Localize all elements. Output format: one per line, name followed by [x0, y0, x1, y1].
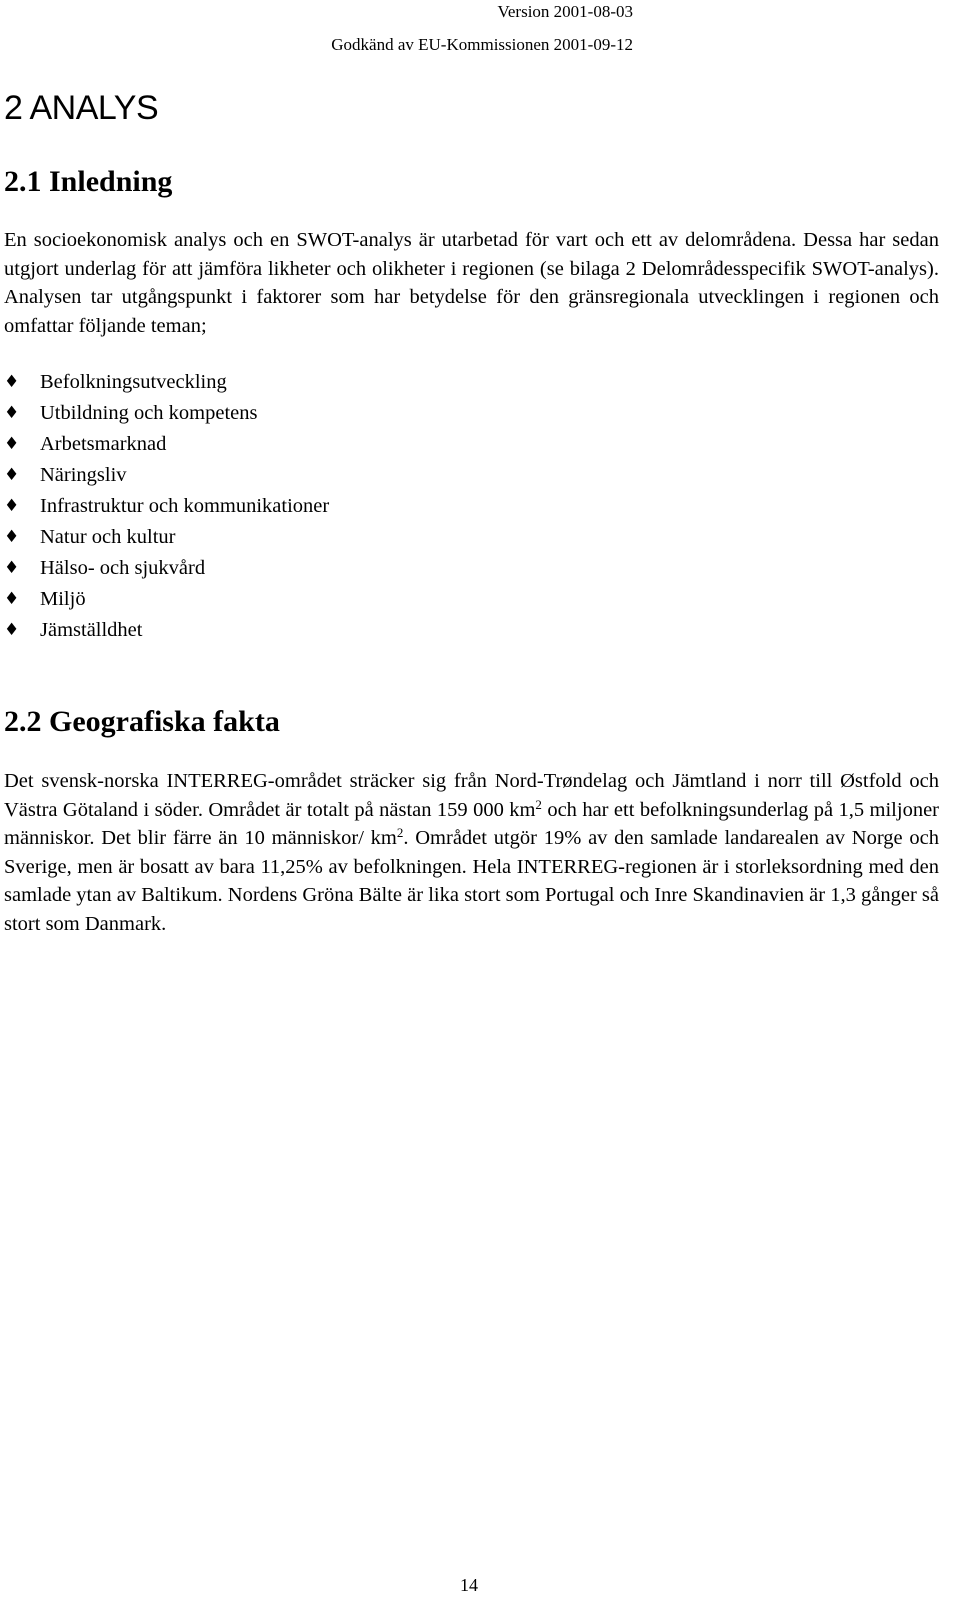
list-item	[4, 584, 329, 615]
diamond-bullet-icon: ♦	[4, 527, 20, 547]
superscript: 2	[535, 796, 542, 812]
topic-label: Utbildning och kompetens	[40, 402, 258, 424]
chapter-title: 2 ANALYS	[4, 89, 159, 127]
topic-label: Befolkningsutveckling	[40, 371, 227, 393]
diamond-bullet-icon: ♦	[4, 558, 20, 578]
diamond-bullet-icon: ♦	[4, 496, 20, 516]
list-item	[4, 615, 329, 646]
section-heading-geografi: 2.2 Geografiska fakta	[4, 705, 280, 738]
intro-paragraph: En socioekonomisk analys och en SWOT-analys är utarbetad för vart och ett av delområdena. Dessa har sedan utgjort underlag för att jämföra likheter och olikheter i regionen (se bilaga 2 Delområdesspecifik SWOT-analys). Analysen tar utgångspunkt i faktorer som har betydelse för den gränsregionala utvecklingen i regionen och omfattar följande teman;	[4, 229, 939, 337]
list-item	[4, 460, 329, 491]
topic-label: Näringsliv	[40, 464, 127, 486]
topic-label: Infrastruktur och kommunikationer	[40, 495, 330, 517]
geography-text-part: . Området utgör 19% av den samlade landarealen av Norge och Sverige, men är bosatt av bara 11,25% av befolkningen. Hela INTERREG-regionen är i storleksordning med den samlade ytan av Baltikum. Nordens Gröna Bälte är lika stort som Portugal och Inre Skandinavien är 1,3 gånger så stort som Danmark.	[4, 827, 939, 935]
diamond-bullet-icon: ♦	[4, 403, 20, 423]
diamond-bullet-icon: ♦	[4, 434, 20, 454]
list-item	[4, 398, 329, 429]
topic-label: Natur och kultur	[40, 526, 176, 548]
list-item	[4, 553, 329, 584]
page-number: 14	[460, 1575, 478, 1595]
list-item	[4, 522, 329, 553]
diamond-bullet-icon: ♦	[4, 372, 20, 392]
list-item	[4, 491, 329, 522]
geography-paragraph	[4, 767, 939, 939]
superscript: 2	[396, 825, 404, 841]
diamond-bullet-icon: ♦	[4, 620, 20, 640]
version-line: Version 2001-08-03	[497, 2, 633, 21]
geography-text-part: Det svensk-norska INTERREG-området sträcker sig från Nord-Trøndelag och Jämtland i norr till Østfold och Västra Götaland i söder. Området är totalt på nästan 159 000 km	[4, 770, 939, 821]
geography-text-part: och har ett befolkningsunderlag på 1,5 miljoner människor. Det blir färre än 10 människor/ km	[4, 798, 939, 850]
topic-list	[4, 367, 329, 646]
approval-line: Godkänd av EU-Kommissionen 2001-09-12	[331, 35, 633, 54]
topic-label: Arbetsmarknad	[40, 433, 167, 455]
section-heading-inledning: 2.1 Inledning	[4, 165, 173, 198]
list-item	[4, 367, 329, 398]
topic-label: Hälso- och sjukvård	[40, 557, 206, 579]
diamond-bullet-icon: ♦	[4, 589, 20, 609]
topic-label: Miljö	[40, 588, 86, 610]
diamond-bullet-icon: ♦	[4, 465, 20, 485]
topic-label: Jämställdhet	[40, 619, 143, 641]
list-item	[4, 429, 329, 460]
